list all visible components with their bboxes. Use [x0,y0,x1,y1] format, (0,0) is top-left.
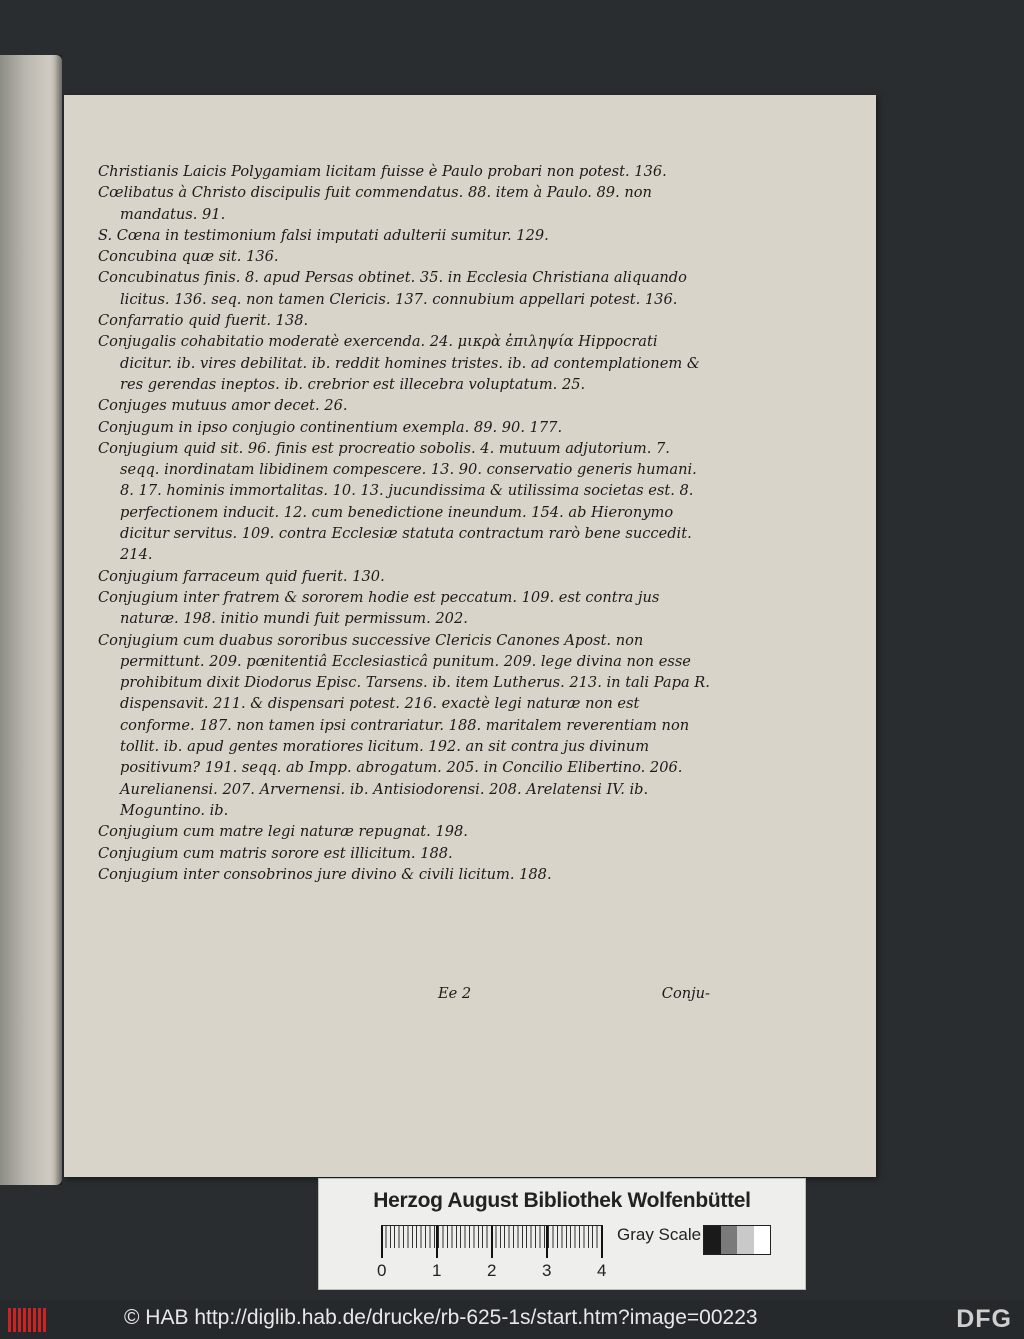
index-entry: Conjugium cum matris sorore est illicitum. 188. [98,844,453,862]
ruler-number: 0 [377,1261,387,1280]
signature-mark: Ee 2 [438,985,472,1002]
copyright-link[interactable]: © HAB http://diglib.hab.de/drucke/rb-625-1s/start.htm?image=00223 [124,1306,758,1329]
gray-swatches [703,1225,771,1255]
gray-swatch [704,1226,721,1254]
gray-swatch [721,1226,738,1254]
index-entry: Conjuges mutuus amor decet. 26. [98,397,348,415]
ruler-major-tick [381,1226,383,1258]
ruler-number: 2 [487,1261,497,1280]
library-name: Herzog August Bibliothek Wolfenbüttel [373,1189,751,1212]
color-calibration-bar [318,1178,806,1290]
index-entry: Conjugium inter consobrinos jure divino & civili licitum. 188. [98,865,552,883]
page-footer-line [98,985,710,1007]
book-page [64,95,876,1177]
dfg-logo: DFG [956,1305,1012,1333]
index-entry: Cœlibatus à Christo discipulis fuit commendatus. 88. item à Paulo. 89. non mandatus. 91. [98,184,652,223]
hab-logo-icon [8,1308,48,1332]
ruler-number: 4 [597,1261,607,1280]
ruler-major-tick [601,1226,603,1258]
index-entry: Conjugium farraceum quid fuerit. 130. [98,567,385,585]
index-entry: Concubinatus finis. 8. apud Persas obtinet. 35. in Ecclesia Christiana aliquando licitus. 136. seq. non tamen Clericis. 137. connubium appellari potest. 136. [98,269,687,308]
catchword: Conju- [661,985,710,1002]
index-entry: Conjugium cum duabus sororibus successive Clericis Canones Apost. non permittunt. 209. pœnitentiâ Ecclesiasticâ punitum. 209. lege divina non esse prohibitum dixit Diodorus Episc. Tarsens. ib. item Lutherus. 213. in tali Papa R. dispensavit. 211. & dispensari potest. 216. exactè legi naturæ non est conforme. 187. non tamen ipsi contrariatur. 188. maritalem reverentiam non tollit. ib. apud gentes moratiores licitum. 192. an sit contra jus divinum positivum? 191. seqq. ab Impp. abrogatum. 205. in Concilio Elibertino. 206. Aurelianensi. 207. Arvernensi. ib. Antisiodorensi. 208. Arelatensi IV. ib. Moguntino. ib. [98,631,710,819]
index-text [98,161,710,885]
ruler-number: 3 [542,1261,552,1280]
facing-page-edge [0,55,62,1185]
ruler-major-tick [546,1226,548,1258]
index-entry: Conjugium cum matre legi naturæ repugnat. 198. [98,823,468,841]
ruler-major-tick [436,1226,438,1258]
ruler-numbers [375,1261,615,1283]
index-entry: Concubina quæ sit. 136. [98,248,279,266]
gray-swatch [754,1226,771,1254]
index-entry: Conjugalis cohabitatio moderatè exercenda. 24. μικρὰ ἐπιληψία Hippocrati dicitur. ib. vires debilitat. ib. reddit homines tristes. ib. ad contemplationem & res gerendas ineptos. ib. crebrior est illecebra voluptatum. 25. [98,333,700,393]
index-entry: Conjugium inter fratrem & sororem hodie est peccatum. 109. est contra jus naturæ. 198. initio mundi fuit permissum. 202. [98,588,660,628]
index-entry: Confarratio quid fuerit. 138. [98,312,309,330]
scale-ruler [381,1225,603,1260]
index-entry: Conjugum in ipso conjugio continentium exempla. 89. 90. 177. [98,418,563,436]
index-entry: S. Cœna in testimonium falsi imputati adulterii sumitur. 129. [98,226,549,244]
index-entry: Christianis Laicis Polygamiam licitam fuisse è Paulo probari non potest. 136. [98,163,667,180]
viewer-footer [0,1300,1024,1339]
gray-swatch [737,1226,754,1254]
ruler-number: 1 [432,1261,442,1280]
gray-scale-label: Gray Scale [617,1225,702,1244]
ruler-major-tick [491,1226,493,1258]
index-entry: Conjugium quid sit. 96. finis est procreatio sobolis. 4. mutuum adjutorium. 7. seqq. inordinatam libidinem compescere. 13. 90. conservatio generis humani. 8. 17. hominis immortalitas. 10. 13. jucundissima & utilissima societas est. 8. perfectionem inducit. 12. cum benedictione ineundum. 154. ab Hieronymo dicitur servitus. 109. contra Ecclesiæ statuta contractum rarò bene succedit. 214. [98,439,697,564]
